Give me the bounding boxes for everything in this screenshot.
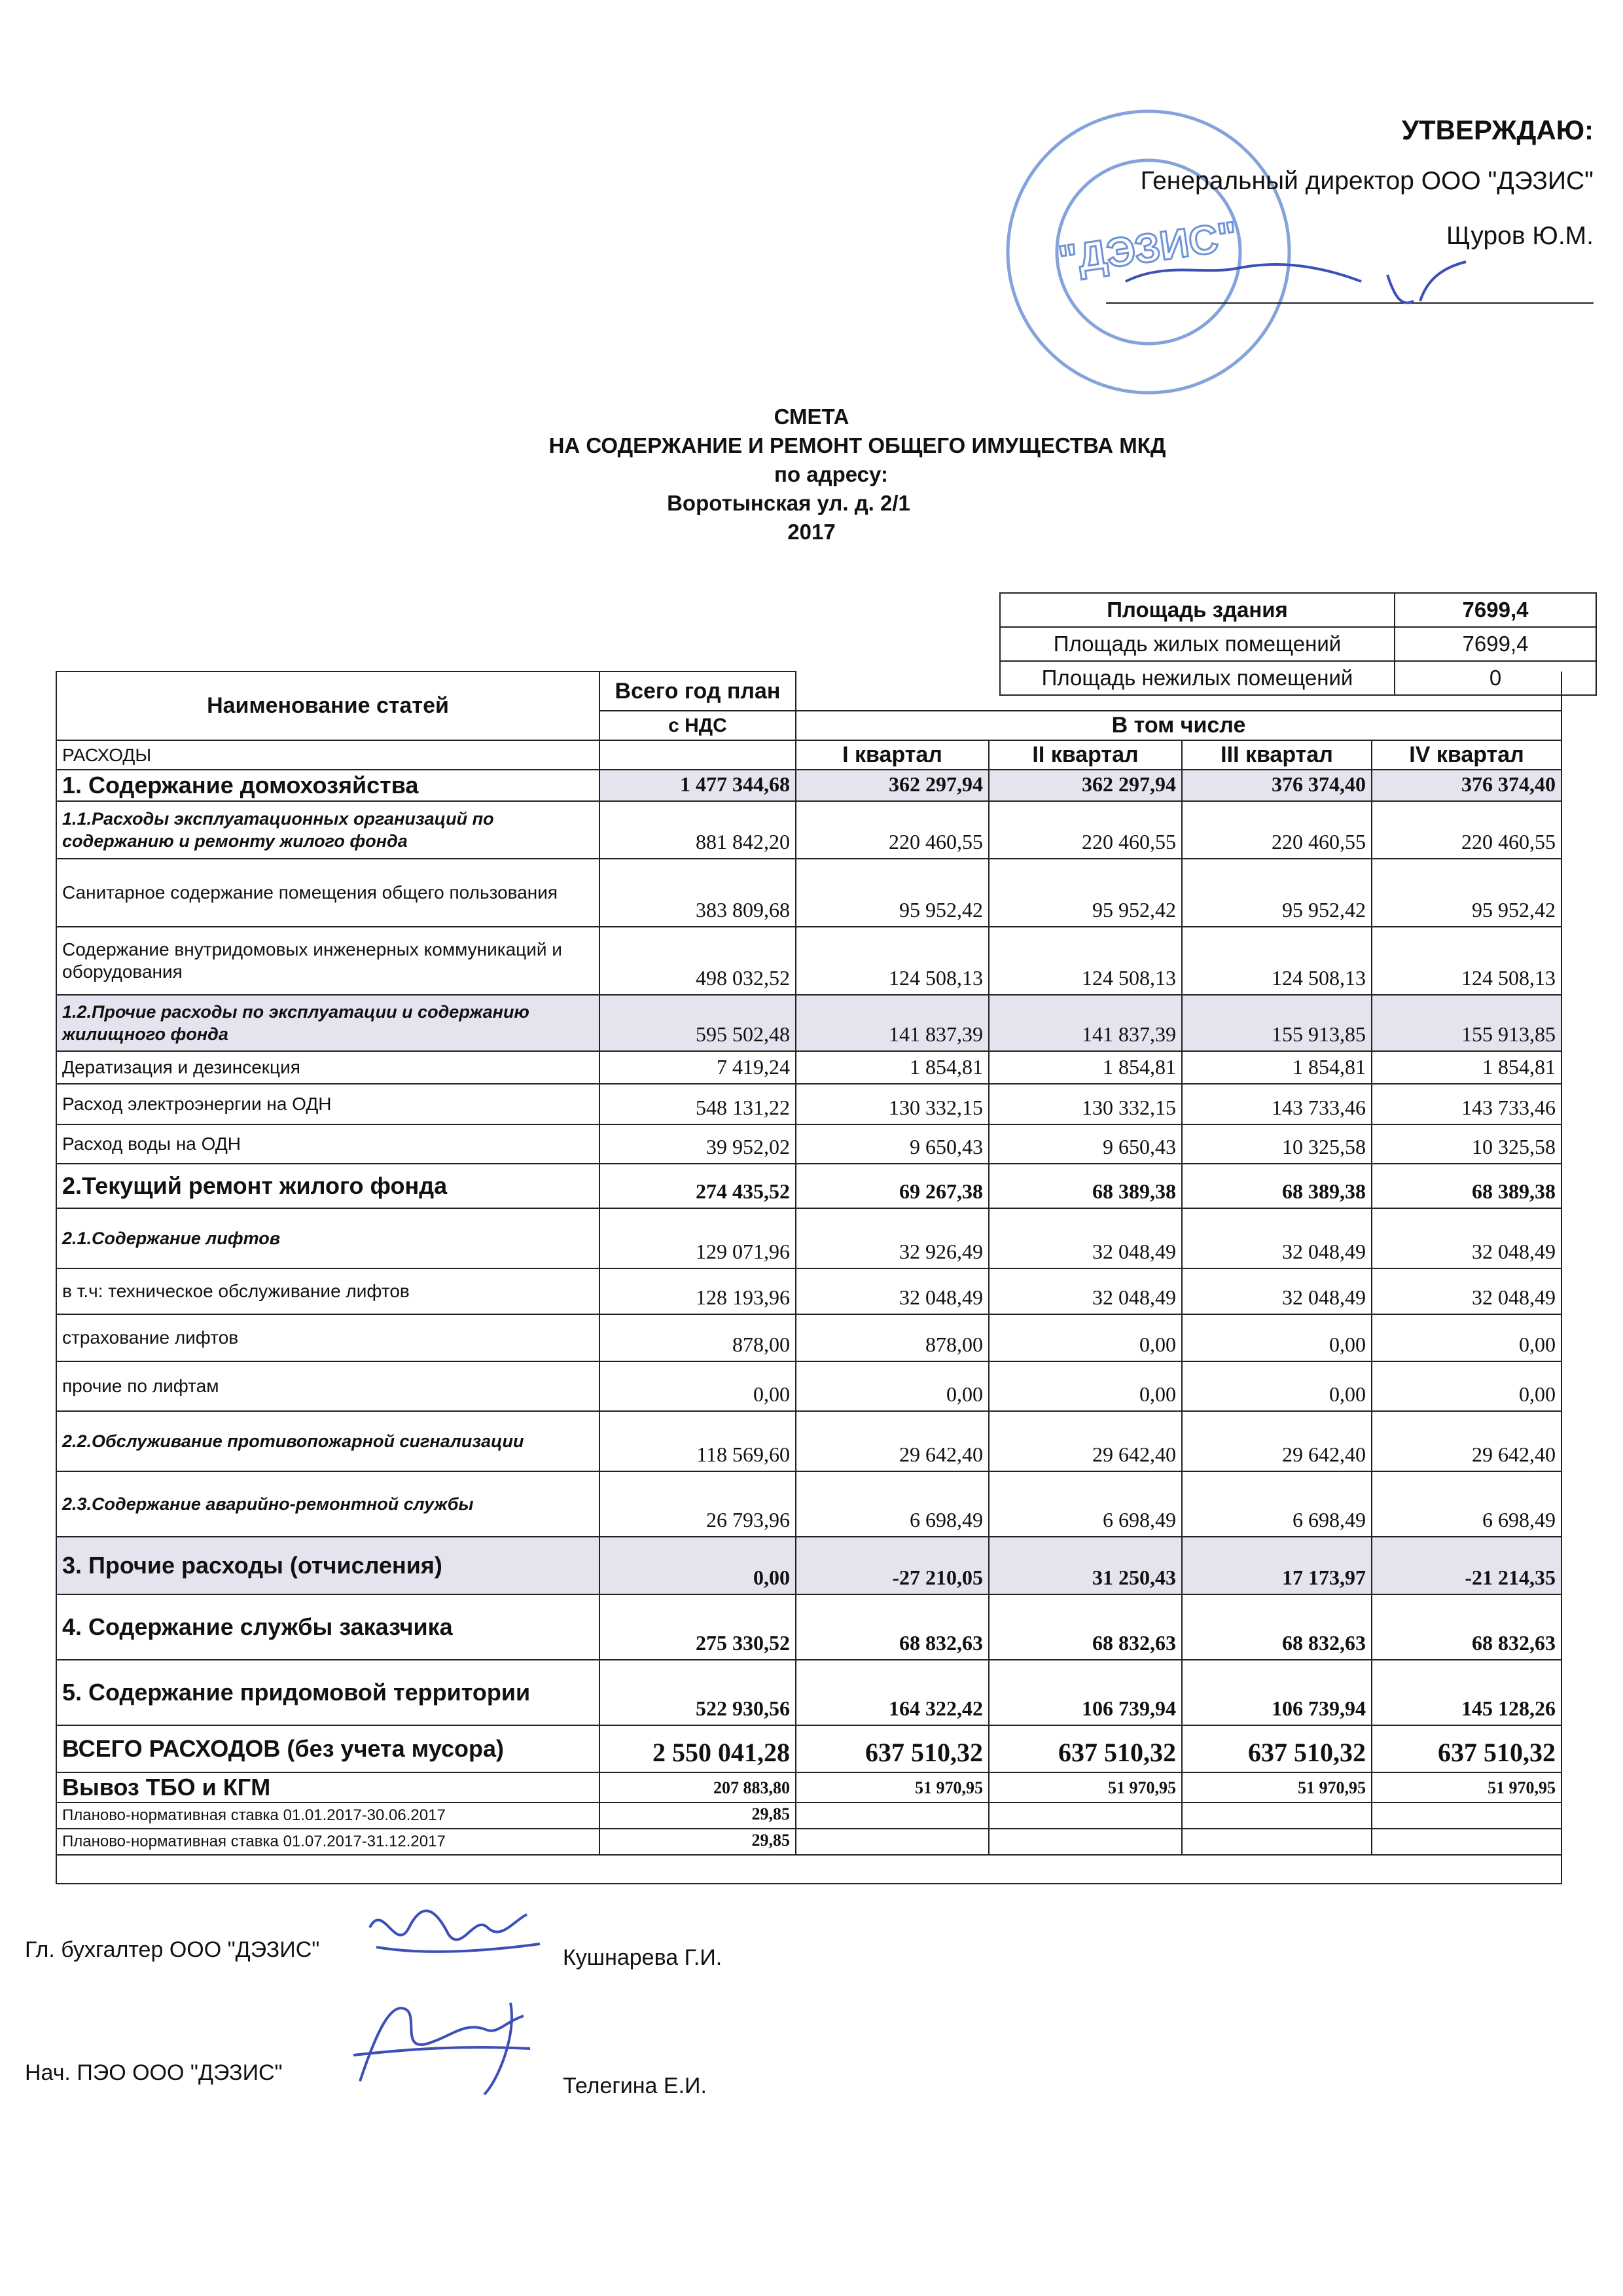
signature-accountant-name: Кушнарева Г.И. — [563, 1945, 722, 1970]
title-line-3: по адресу: — [774, 462, 888, 486]
signature-pao-name: Телегина Е.И. — [563, 2073, 707, 2098]
table-row: Содержание внутридомовых инженерных коммуникаций и оборудования 498 032,52 124 508,13 124 508,13 124 508,13 124 508,13 — [56, 927, 1561, 995]
area-value: 0 — [1395, 661, 1596, 695]
area-value: 7699,4 — [1395, 593, 1596, 627]
area-label: Площадь здания — [1000, 593, 1395, 627]
table-row: 5. Содержание придомовой территории 522 930,56 164 322,42 106 739,94 106 739,94 145 128,26 — [56, 1660, 1561, 1725]
header-name-col: Наименование статей — [56, 672, 599, 740]
table-row: Дератизация и дезинсекция 7 419,24 1 854,81 1 854,81 1 854,81 1 854,81 — [56, 1051, 1561, 1084]
table-row: 3. Прочие расходы (отчисления) 0,00 -27 210,05 31 250,43 17 173,97 -21 214,35 — [56, 1537, 1561, 1594]
header-in-total: В том числе — [796, 711, 1561, 740]
table-row: Планово-нормативная ставка 01.07.2017-31.12.2017 29,85 — [56, 1829, 1561, 1855]
signature-pao-position: Нач. ПЭО ООО "ДЭЗИС" — [25, 2060, 283, 2085]
title-line-1: СМЕТА — [774, 404, 849, 429]
table-row: Санитарное содержание помещения общего пользования 383 809,68 95 952,42 95 952,42 95 952,42 95 952,42 — [56, 859, 1561, 927]
title-address: Воротынская ул. д. 2/1 — [667, 491, 910, 515]
table-row: 4. Содержание службы заказчика 275 330,52 68 832,63 68 832,63 68 832,63 68 832,63 — [56, 1594, 1561, 1660]
title-year: 2017 — [787, 520, 836, 544]
approval-name: Щуров Ю.М. — [1446, 222, 1594, 250]
director-signature — [1113, 236, 1479, 321]
table-row: 2.1.Содержание лифтов 129 071,96 32 926,49 32 048,49 32 048,49 32 048,49 — [56, 1208, 1561, 1268]
document-title — [0, 403, 1623, 547]
header-row — [56, 672, 1561, 711]
table-row-total: ВСЕГО РАСХОДОВ (без учета мусора) 2 550 041,28 637 510,32 637 510,32 637 510,32 637 510,32 — [56, 1725, 1561, 1772]
accountant-signature — [357, 1888, 553, 1986]
header-total-col-2: с НДС — [599, 711, 796, 740]
header-q1: I квартал — [796, 740, 989, 770]
area-value: 7699,4 — [1395, 627, 1596, 661]
header-expenses: РАСХОДЫ — [56, 740, 599, 770]
table-row: страхование лифтов 878,00 878,00 0,00 0,00 0,00 — [56, 1314, 1561, 1361]
table-row: Вывоз ТБО и КГМ 207 883,80 51 970,95 51 970,95 51 970,95 51 970,95 — [56, 1772, 1561, 1803]
header-q2: II квартал — [989, 740, 1182, 770]
svg-text:"ДЭЗИС": "ДЭЗИС" — [1056, 213, 1240, 283]
table-row: 2.Текущий ремонт жилого фонда 274 435,52 69 267,38 68 389,38 68 389,38 68 389,38 — [56, 1164, 1561, 1208]
approval-block — [1005, 115, 1594, 251]
table-row: 1.1.Расходы эксплуатационных организаций по содержанию и ремонту жилого фонда 881 842,20 220 460,55 220 460,55 220 460,55 220 460,55 — [56, 801, 1561, 859]
table-row: 1.2.Прочие расходы по эксплуатации и содержанию жилищного фонда 595 502,48 141 837,39 141 837,39 155 913,85 155 913,85 — [56, 995, 1561, 1051]
header-q3: III квартал — [1182, 740, 1372, 770]
area-row — [1000, 627, 1596, 661]
table-row: 2.3.Содержание аварийно-ремонтной службы 26 793,96 6 698,49 6 698,49 6 698,49 6 698,49 — [56, 1471, 1561, 1537]
area-label: Площадь нежилых помещений — [1000, 661, 1395, 695]
table-row-empty — [56, 1855, 1561, 1884]
approval-position: Генеральный директор ООО "ДЭЗИС" — [1140, 167, 1594, 195]
area-row — [1000, 593, 1596, 627]
table-row: Расход воды на ОДН 39 952,02 9 650,43 9 650,43 10 325,58 10 325,58 — [56, 1124, 1561, 1164]
table-row: Планово-нормативная ставка 01.01.2017-30.06.2017 29,85 — [56, 1803, 1561, 1829]
title-line-2: НА СОДЕРЖАНИЕ И РЕМОНТ ОБЩЕГО ИМУЩЕСТВА МКД — [548, 433, 1166, 457]
header-total-col-1: Всего год план — [599, 672, 796, 711]
table-row: в т.ч: техническое обслуживание лифтов 128 193,96 32 048,49 32 048,49 32 048,49 32 048,49 — [56, 1268, 1561, 1314]
table-row: прочие по лифтам 0,00 0,00 0,00 0,00 0,00 — [56, 1361, 1561, 1411]
table-row: Расход электроэнергии на ОДН 548 131,22 130 332,15 130 332,15 143 733,46 143 733,46 — [56, 1084, 1561, 1124]
table-row: 1. Содержание домохозяйства 1 477 344,68 362 297,94 362 297,94 376 374,40 376 374,40 — [56, 770, 1561, 801]
signature-accountant-position: Гл. бухгалтер ООО "ДЭЗИС" — [25, 1937, 320, 1962]
table-row: 2.2.Обслуживание противопожарной сигнализации 118 569,60 29 642,40 29 642,40 29 642,40 29 642,40 — [56, 1411, 1561, 1471]
header-q4: IV квартал — [1372, 740, 1561, 770]
header-row — [56, 740, 1561, 770]
pao-signature — [334, 1983, 543, 2101]
approval-heading: УТВЕРЖДАЮ: — [1401, 115, 1594, 145]
area-label: Площадь жилых помещений — [1000, 627, 1395, 661]
budget-table — [56, 671, 1562, 1884]
